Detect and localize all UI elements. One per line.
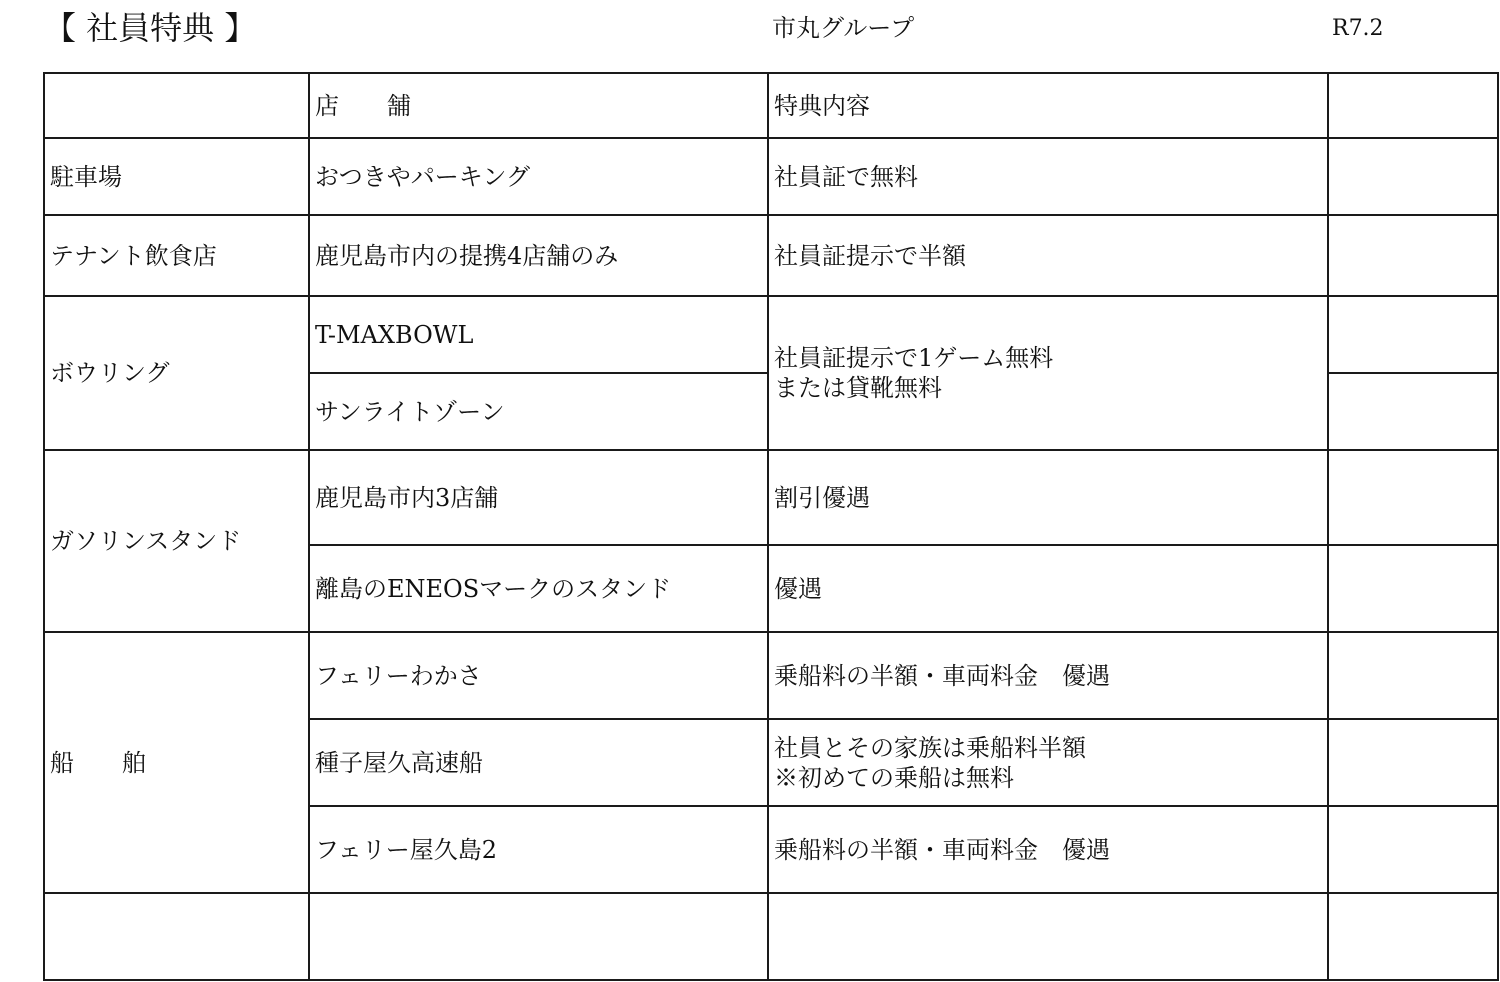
category-cell: 駐車場 — [44, 138, 309, 215]
table-row-blank — [44, 893, 1498, 980]
store-cell: 鹿児島市内の提携4店舗のみ — [309, 215, 768, 296]
benefits-table — [43, 72, 1499, 981]
empty-cell — [1328, 632, 1498, 719]
category-cell: ガソリンスタンド — [44, 450, 309, 632]
benefit-cell — [768, 719, 1328, 806]
table-row-gas-1 — [44, 450, 1498, 545]
store-cell: 離島のENEOSマークのスタンド — [309, 545, 768, 632]
benefit-cell: 社員証で無料 — [768, 138, 1328, 215]
header-benefit-cell: 特典内容 — [768, 73, 1328, 138]
table-row-bowling-1 — [44, 296, 1498, 373]
benefit-cell: 乗船料の半額・車両料金 優遇 — [768, 806, 1328, 893]
company-name: 市丸グループ — [772, 14, 915, 42]
category-cell: ボウリング — [44, 296, 309, 450]
empty-cell — [44, 893, 309, 980]
category-cell: テナント飲食店 — [44, 215, 309, 296]
table-row-tenant — [44, 215, 1498, 296]
store-cell: 種子屋久高速船 — [309, 719, 768, 806]
issue-date: R7.2 — [1332, 16, 1384, 41]
header-extra-cell — [1328, 73, 1498, 138]
store-cell: サンライトゾーン — [309, 373, 768, 450]
benefit-cell — [768, 296, 1328, 450]
empty-cell — [1328, 373, 1498, 450]
benefit-cell: 割引優遇 — [768, 450, 1328, 545]
empty-cell — [768, 893, 1328, 980]
benefit-cell: 社員証提示で半額 — [768, 215, 1328, 296]
empty-cell — [309, 893, 768, 980]
store-cell: おつきやパーキング — [309, 138, 768, 215]
category-cell: 船 舶 — [44, 632, 309, 893]
benefit-line: ※初めての乗船は無料 — [774, 763, 1014, 792]
benefit-cell: 乗船料の半額・車両料金 優遇 — [768, 632, 1328, 719]
page-title: 【 社員特典 】 — [44, 9, 257, 47]
empty-cell — [1328, 450, 1498, 545]
empty-cell — [1328, 215, 1498, 296]
empty-cell — [1328, 138, 1498, 215]
benefit-cell: 優遇 — [768, 545, 1328, 632]
benefit-line: 社員証提示で1ゲーム無料 — [774, 344, 1054, 372]
table-header-row — [44, 73, 1498, 138]
empty-cell — [1328, 545, 1498, 632]
store-cell: フェリーわかさ — [309, 632, 768, 719]
store-cell: T-MAXBOWL — [309, 296, 768, 373]
empty-cell — [1328, 893, 1498, 980]
store-cell: 鹿児島市内3店舗 — [309, 450, 768, 545]
benefit-line: または貸靴無料 — [774, 374, 942, 402]
empty-cell — [1328, 296, 1498, 373]
empty-cell — [1328, 806, 1498, 893]
header-store-cell: 店 舗 — [309, 73, 768, 138]
empty-cell — [1328, 719, 1498, 806]
benefit-line: 社員とその家族は乗船料半額 — [774, 733, 1086, 762]
store-cell: フェリー屋久島2 — [309, 806, 768, 893]
header-category-cell — [44, 73, 309, 138]
table-row-ship-1 — [44, 632, 1498, 719]
table-row-parking — [44, 138, 1498, 215]
